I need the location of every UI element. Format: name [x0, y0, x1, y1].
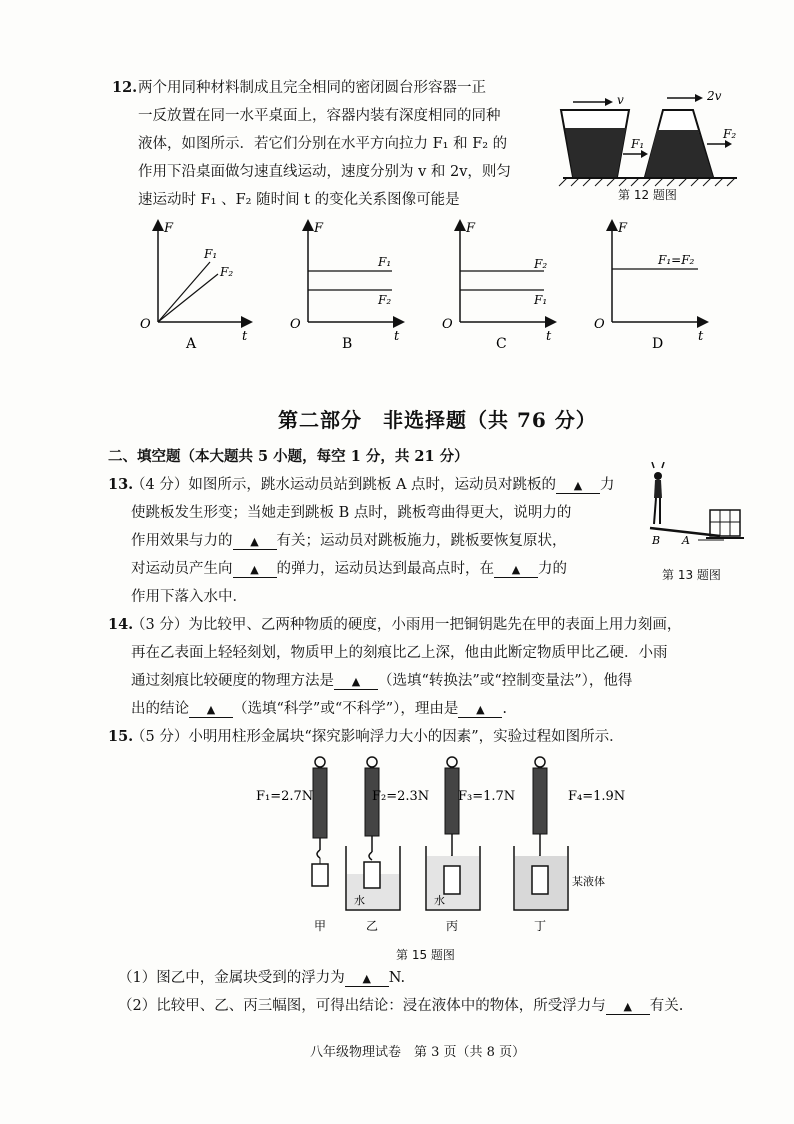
q13-text-1a: （4 分）如图所示，跳水运动员站到跳板 A 点时，运动员对跳板的 — [131, 477, 557, 493]
label-f2: F₂ — [723, 127, 737, 141]
label-f1: F₁ — [631, 137, 645, 151]
option-b-graph — [290, 221, 402, 352]
q14-text-4c: . — [502, 701, 508, 717]
q15-number: 15. — [108, 728, 134, 745]
q14-text-3a: 通过刻痕比较硬度的物理方法是 — [131, 673, 334, 689]
spring-scale-3 — [445, 757, 459, 864]
option-a-graph — [140, 221, 250, 352]
q14-text-4a: 出的结论 — [131, 701, 189, 717]
spring-scale-4 — [533, 757, 547, 864]
q14-line-4 — [131, 699, 507, 719]
option-c-origin: O — [442, 317, 453, 332]
q14-line-1: （3 分）为比较甲、乙两种物质的硬度，小雨用一把铜钥匙先在甲的表面上用力刻画， — [131, 617, 682, 633]
q15-text-1a: （1）图乙中，金属块受到的浮力为 — [118, 970, 345, 986]
q13-text-4c: 力的 — [538, 561, 567, 577]
option-a-origin: O — [140, 317, 151, 332]
q13-blank-4[interactable]: ▲ — [494, 563, 538, 578]
panel-label-jia: 甲 — [314, 919, 327, 933]
q12-option-graphs — [130, 216, 770, 354]
spring-scale-1 — [312, 757, 328, 886]
option-d-axis-y: F — [618, 221, 628, 236]
q12-line-4: 作用下沿桌面做匀速直线运动，速度分别为 v 和 2v，则匀 — [138, 164, 511, 180]
q15-sub-2 — [118, 996, 683, 1016]
option-c-line-f2: F₂ — [534, 257, 548, 271]
panel-label-yi: 乙 — [366, 919, 379, 933]
q12-figure — [555, 82, 745, 202]
option-a-axis-y: F — [164, 221, 174, 236]
q12-line-5: 速运动时 F₁ 、F₂ 随时间 t 的变化关系图像可能是 — [138, 192, 460, 208]
option-b-label: B — [342, 336, 353, 352]
option-b-line-f2: F₂ — [378, 293, 392, 307]
q13-line-3 — [131, 531, 567, 551]
point-b: B — [652, 534, 661, 547]
panel-label-bing: 丙 — [446, 919, 459, 933]
q15-figure-caption: 第 15 题图 — [396, 948, 455, 962]
platform-stand — [710, 510, 740, 536]
option-d-graph — [594, 221, 706, 352]
q12-number: 12. — [112, 79, 138, 96]
q13-text-3a: 作用效果与力的 — [131, 533, 233, 549]
reading-f4: F₄=1.9N — [568, 789, 626, 804]
option-d-label: D — [652, 336, 664, 352]
label-water-3: 水 — [434, 894, 445, 907]
part2-title: 第二部分 非选择题（共 76 分） — [278, 408, 597, 432]
spring-scale-2 — [365, 757, 379, 860]
metal-block-1 — [312, 864, 328, 886]
q13-figure — [640, 462, 744, 562]
label-other-liquid: 某液体 — [572, 875, 605, 888]
option-b-origin: O — [290, 317, 301, 332]
diver-body — [654, 480, 662, 498]
q13-text-1b: 力 — [600, 477, 615, 493]
option-b-axis-y: F — [314, 221, 324, 236]
metal-block-4 — [532, 866, 548, 894]
option-a-label: A — [186, 336, 197, 352]
q14-line-2: 再在乙表面上轻轻刻划，物质甲上的刻痕比乙上深，他由此断定物质甲比乙硬．小雨 — [131, 645, 668, 661]
q15-blank-2[interactable]: ▲ — [606, 1000, 650, 1015]
q12-line-3: 液体，如图所示．若它们分别在水平方向拉力 F₁ 和 F₂ 的 — [138, 136, 508, 152]
option-b-line-f1: F₁ — [378, 255, 392, 269]
panel-label-ding: 丁 — [534, 919, 547, 933]
q12-figure-caption: 第 12 题图 — [618, 188, 677, 202]
reading-f1: F₁=2.7N — [256, 789, 314, 804]
liquid-left — [565, 128, 626, 177]
q13-blank-1[interactable]: ▲ — [556, 479, 600, 494]
point-a: A — [682, 534, 690, 547]
option-c-label: C — [496, 336, 507, 352]
option-a-line-f2: F₂ — [220, 265, 234, 279]
option-c-axis-y: F — [466, 221, 476, 236]
liquid-right — [645, 130, 713, 177]
q14-number: 14. — [108, 616, 134, 633]
metal-block-3 — [444, 866, 460, 894]
q14-text-3b: （选填“转换法”或“控制变量法”），他得 — [378, 673, 633, 689]
q13-text-4b: 的弹力，运动员达到最高点时，在 — [276, 561, 494, 577]
option-c-axis-x: t — [546, 329, 552, 344]
option-d-line-f1-eq-f2: F₁=F₂ — [658, 253, 695, 267]
option-b-axis-x: t — [394, 329, 400, 344]
reading-f2: F₂=2.3N — [372, 789, 430, 804]
option-c-graph — [442, 221, 554, 352]
q15-figure — [250, 752, 630, 940]
q12-line-2: 一反放置在同一水平桌面上，容器内装有深度相同的同种 — [138, 108, 501, 124]
q13-line-5: 作用下落入水中． — [131, 589, 247, 605]
q15-text-1b: N. — [388, 970, 406, 986]
q13-line-2: 使跳板发生形变；当她走到跳板 B 点时，跳板弯曲得更大，说明力的 — [131, 505, 572, 521]
q13-text-4a: 对运动员产生向 — [131, 561, 233, 577]
q13-line-4 — [131, 559, 567, 579]
page-footer: 八年级物理试卷 第 3 页（共 8 页） — [310, 1045, 526, 1060]
q12-line-1: 两个用同种材料制成且完全相同的密闭圆台形容器一正 — [138, 80, 486, 96]
q15-intro: （5 分）小明用柱形金属块“探究影响浮力大小的因素”，实验过程如图所示． — [131, 729, 624, 745]
q15-sub-1 — [118, 968, 405, 988]
q15-blank-1[interactable]: ▲ — [345, 972, 389, 987]
diver-head — [654, 472, 662, 480]
q13-line-1 — [131, 475, 615, 495]
q15-text-2b: 有关. — [649, 998, 684, 1014]
q13-blank-3[interactable]: ▲ — [233, 563, 277, 578]
q15-text-2a: （2）比较甲、乙、丙三幅图，可得出结论：浸在液体中的物体，所受浮力与 — [118, 998, 606, 1014]
reading-f3: F₃=1.7N — [458, 789, 516, 804]
metal-block-2 — [364, 862, 380, 888]
label-2v: 2v — [707, 89, 722, 103]
q14-text-4b: （选填“科学”或“不科学”），理由是 — [233, 701, 459, 717]
option-d-origin: O — [594, 317, 605, 332]
q13-number: 13. — [108, 476, 134, 493]
label-v: v — [617, 93, 624, 107]
q14-line-3 — [131, 671, 632, 691]
option-c-line-f1: F₁ — [534, 293, 548, 307]
q13-text-3b: 有关；运动员对跳板施力，跳板要恢复原状， — [276, 533, 567, 549]
section-heading: 二、填空题（本大题共 5 小题，每空 1 分，共 21 分） — [108, 448, 469, 465]
option-a-line-f1: F₁ — [204, 247, 218, 261]
label-water-2: 水 — [354, 894, 365, 907]
q13-figure-caption: 第 13 题图 — [662, 568, 721, 582]
q14-blank-3[interactable]: ▲ — [458, 703, 502, 718]
q14-blank-2[interactable]: ▲ — [189, 703, 233, 718]
option-a-axis-x: t — [242, 329, 248, 344]
q14-blank-1[interactable]: ▲ — [334, 675, 378, 690]
option-d-axis-x: t — [698, 329, 704, 344]
q13-blank-2[interactable]: ▲ — [233, 535, 277, 550]
